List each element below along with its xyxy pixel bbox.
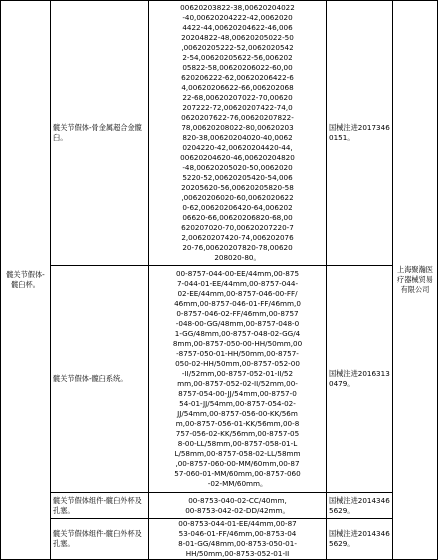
table-row — [1, 493, 438, 519]
model-line: JJ/54mm,00-8757-056-00-KK/56m — [177, 409, 298, 418]
model-line: 00-8753-042-02-DD/42mm。 — [185, 505, 290, 515]
model-spec-cell — [149, 519, 327, 560]
model-line: 00-8753-044-01-EE/44mm,00-87 — [178, 519, 297, 528]
registration-cell: 国械注进20163130479。 — [327, 266, 393, 493]
product-name-cell: 髋关节假体-骨金属超合金髋臼。 — [51, 1, 149, 266]
model-spec-text — [151, 269, 324, 489]
model-line: ,00-8757-060-00-MM/60mm,00-87 — [175, 459, 300, 468]
model-line: 20204822-48,00620205022-50 — [181, 33, 294, 42]
registration-cell: 国械注进20143465629。 — [327, 519, 393, 560]
table-row — [1, 1, 438, 266]
model-line: 57-060-01-MM/60mm,00-8757-060 — [174, 469, 301, 478]
model-line: 0-8757-046-02-FF/46mm,00-8757 — [176, 309, 299, 318]
model-line: 05822-58,00620206022-60,00 — [182, 63, 293, 72]
model-line: 4,00620206622-66,006202068 — [181, 83, 294, 92]
model-line: 20-76,00620207820-78,00620 — [182, 243, 293, 252]
model-line: -48,00620205020-50,0062020 — [182, 163, 293, 172]
table-row — [1, 266, 438, 493]
model-spec-cell — [149, 266, 327, 493]
model-spec-text — [151, 496, 324, 516]
model-line: 8757-054-00-JJ/54mm,00-8757-0 — [178, 389, 297, 398]
model-line: 7-044-01-EE/44mm,00-8757-044- — [176, 279, 299, 288]
model-line: 20205620-56,00620205820-58 — [181, 183, 294, 192]
model-line: HH/50mm,00-8753-052-01-II — [185, 549, 290, 558]
model-line: 00-8757-044-00-EE/44mm,00-875 — [175, 269, 300, 278]
model-line: 00-8753-040-02-CC/40mm, — [188, 495, 287, 505]
model-line: 0-62,00620206420-64,006202 — [182, 203, 293, 212]
model-line: 0620207622-76,00620207822- — [181, 113, 294, 122]
model-line: -8757-050-01-HH/50mm,00-8757- — [176, 349, 299, 358]
model-line: L/58mm,00-8757-058-02-LL/58mm — [174, 449, 301, 458]
model-line: -02-MM/60mm。 — [207, 479, 268, 488]
model-line: 5220-52,00620205420-54,006 — [182, 173, 293, 182]
model-line: 06620-66,00620206820-68,00 — [182, 213, 293, 222]
model-line: 00620203822-38,00620204022 — [180, 3, 295, 12]
model-line: 207222-72,00620207422-74,0 — [182, 103, 293, 112]
model-line: -II/52mm,00-8757-052-01-II/52 — [181, 369, 294, 378]
model-spec-text — [151, 519, 324, 559]
model-line: 0204220-42,00620204420-44, — [182, 143, 293, 152]
model-spec-cell — [149, 493, 327, 519]
distributor-cell: 上海聚瀚医疗器械贸易有限公司 — [393, 1, 438, 560]
model-line: 820-38,00620204020-40,0062 — [182, 133, 293, 142]
model-line: 78,00620208022-80,00620203 — [181, 123, 294, 132]
model-line: 2-54,00620205622-56,006202 — [182, 53, 293, 62]
model-line: 620207020-70,00620207220-7 — [181, 223, 294, 232]
registration-cell: 国械注进20143465629。 — [327, 493, 393, 519]
product-name-cell: 髋关节假体-髋臼系统。 — [51, 266, 149, 493]
model-line: -40,00620204222-42,0062020 — [182, 13, 293, 22]
model-line: 8-01-GG/48mm,00-8753-050-01- — [178, 539, 297, 548]
model-line: 208020-80。 — [214, 253, 261, 262]
model-line: 8mm,00-8757-050-00-HH/50mm,00 — [172, 339, 303, 348]
product-name-cell: 髋关节假体组件-髋臼外杯及孔塞。 — [51, 493, 149, 519]
model-line: ,00620205222-52,0062020542 — [181, 43, 294, 52]
model-line: 050-02-HH/50mm,00-8757-052-00 — [175, 359, 300, 368]
model-line: 620206222-62,00620206422-6 — [181, 73, 294, 82]
model-line: 4422-44,00620204622-46,006 — [182, 23, 293, 32]
table-row — [1, 519, 438, 560]
model-line: 53-046-01-FF/46mm,00-8753-04 — [178, 529, 297, 538]
model-line: 22-68,00620207022-70,00620 — [182, 93, 293, 102]
model-line: -048-00-GG/48mm,00-8757-048-0 — [175, 319, 300, 328]
model-line: 02-EE/44mm,00-8757-046-00-FF/ — [177, 289, 298, 298]
product-name-cell: 髋关节假体组件-髋臼外杯及孔塞。 — [51, 519, 149, 560]
model-line: mm,00-8757-052-02-II/52mm,00- — [177, 379, 298, 388]
registration-cell: 国械注进20173460151。 — [327, 1, 393, 266]
model-line: 2,00620207420-74,006202076 — [181, 233, 294, 242]
model-line: 757-056-02-KK/56mm,00-8757-05 — [175, 429, 300, 438]
category-cell: 髋关节假体-髋臼杯。 — [1, 1, 51, 560]
model-line: m,00-8757-056-01-KK/56mm,00-8 — [175, 419, 300, 428]
model-line: ,00620206020-60,0062020622 — [181, 193, 294, 202]
model-line: 46mm,00-8757-046-01-FF/46mm,0 — [174, 299, 301, 308]
model-spec-text — [151, 3, 324, 263]
model-line: 54-01-JJ/54mm,00-8757-054-02- — [179, 399, 296, 408]
model-spec-cell — [149, 1, 327, 266]
model-line: 1-GG/48mm,00-8757-048-02-GG/4 — [174, 329, 301, 338]
model-line: 00620204620-46,00620204820 — [180, 153, 295, 162]
model-line: 8-00-LL/58mm,00-8757-058-01-L — [177, 439, 298, 448]
